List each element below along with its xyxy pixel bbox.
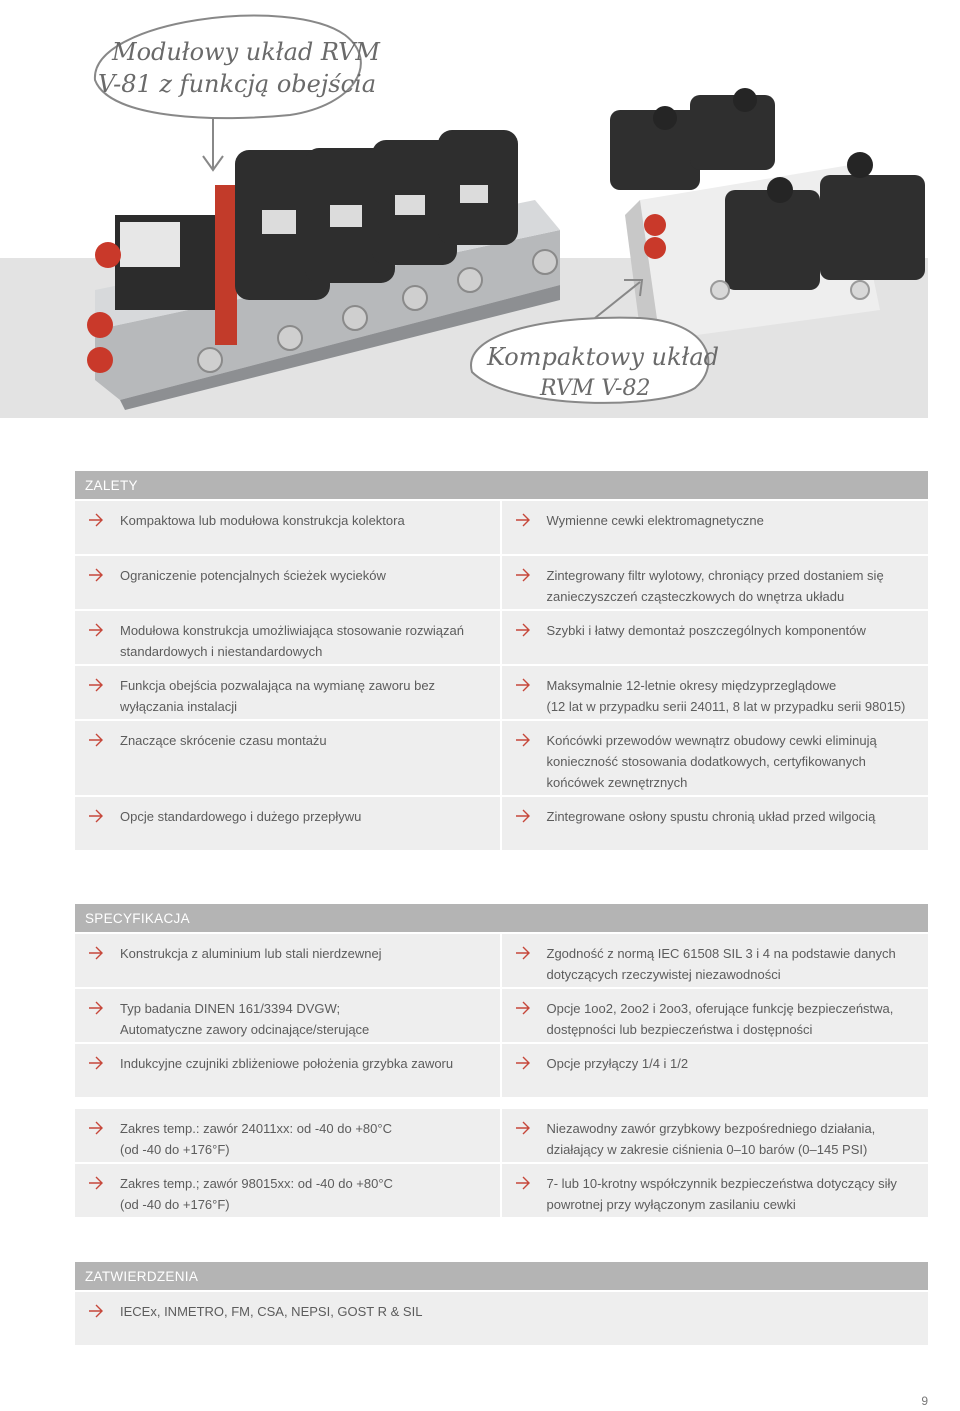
section-zalety	[75, 471, 928, 850]
list-item-line: Ograniczenie potencjalnych ścieżek wycieków	[120, 568, 386, 583]
list-item-line: działający w zakresie ciśnienia 0–10 barów (0–145 PSI)	[546, 1142, 868, 1157]
column-full	[75, 1290, 928, 1345]
arrow-right-icon	[88, 1001, 104, 1015]
arrow-right-icon	[88, 678, 104, 692]
hero-image	[0, 0, 960, 430]
list-item-line: Wymienne cewki elektromagnetyczne	[546, 513, 764, 528]
section-zatwierdzenia	[75, 1262, 928, 1345]
list-item	[75, 1107, 502, 1162]
callout-rvm-v81-line1: Modułowy układ RVM	[112, 38, 381, 66]
list-item	[502, 1162, 929, 1217]
list-item-line: Zintegrowany filtr wylotowy, chroniący przed dostaniem się	[546, 568, 884, 583]
arrow-right-icon	[515, 623, 531, 637]
arrow-right-icon	[88, 1176, 104, 1190]
list-item-line: Typ badania DINEN 161/3394 DVGW;	[120, 1001, 341, 1016]
callout-rvm-v81-line2: V-81 z funkcją obejścia	[98, 70, 377, 98]
column-right	[502, 932, 929, 1217]
list-item-line: wyłączania instalacji	[120, 699, 238, 714]
list-item-line: Zakres temp.: zawór 24011xx: od -40 do +80°C	[120, 1121, 392, 1136]
arrow-right-icon	[515, 1056, 531, 1070]
list-item	[75, 1162, 502, 1217]
list-item-line: (12 lat w przypadku serii 24011, 8 lat w przypadku serii 98015)	[546, 699, 906, 714]
list-item-line: Znaczące skrócenie czasu montażu	[120, 733, 327, 748]
list-item	[502, 1107, 929, 1162]
list-item-line: zanieczyszczeń cząsteczkowych do wnętrza układu	[546, 589, 845, 604]
list-item	[75, 932, 502, 987]
list-item-line: konieczność stosowania dodatkowych, certyfikowanych	[546, 754, 866, 769]
list-item-line: dostępności lub bezpieczeństwa i dostępności	[546, 1022, 813, 1037]
list-item-line: Opcje 1oo2, 2oo2 i 2oo3, oferujące funkcję bezpieczeństwa,	[546, 1001, 894, 1016]
list-item-line: końcówek zewnętrznych	[546, 775, 688, 790]
list-item-line: Opcje standardowego i dużego przepływu	[120, 809, 362, 824]
callout-rvm-v82-line2: RVM V-82	[540, 376, 651, 401]
list-item-line: Zintegrowane osłony spustu chronią układ przed wilgocią	[546, 809, 876, 824]
arrow-right-icon	[88, 946, 104, 960]
arrow-right-icon	[515, 568, 531, 582]
list-item-line: 7- lub 10-krotny współczynnik bezpieczeństwa dotyczący siły	[546, 1176, 897, 1191]
list-item-line: Końcówki przewodów wewnątrz obudowy cewki eliminują	[546, 733, 877, 748]
section-title: ZATWIERDZENIA	[75, 1262, 928, 1290]
arrow-right-icon	[88, 623, 104, 637]
list-item-line: (od -40 do +176°F)	[120, 1197, 230, 1212]
list-item-line: dotyczących rzeczywistej niezawodności	[546, 967, 781, 982]
list-item-line: Kompaktowa lub modułowa konstrukcja kolektora	[120, 513, 405, 528]
list-item-line: Funkcja obejścia pozwalająca na wymianę zaworu bez	[120, 678, 436, 693]
arrow-right-icon	[88, 733, 104, 747]
arrow-right-icon	[515, 1176, 531, 1190]
list-item	[502, 932, 929, 987]
list-item	[502, 987, 929, 1042]
list-item	[75, 795, 502, 850]
list-item-line: powrotnej przy wyłączonym zasilaniu cewki	[546, 1197, 796, 1212]
list-item-line: Indukcyjne czujniki zbliżeniowe położenia grzybka zaworu	[120, 1056, 454, 1071]
arrow-right-icon	[515, 678, 531, 692]
list-item-line: Automatyczne zawory odcinające/sterujące	[120, 1022, 370, 1037]
list-item-line: Niezawodny zawór grzybkowy bezpośredniego działania,	[546, 1121, 876, 1136]
list-item	[502, 554, 929, 609]
section-title: ZALETY	[75, 471, 928, 499]
list-item	[502, 499, 929, 554]
list-item	[502, 609, 929, 664]
list-item-line: IECEx, INMETRO, FM, CSA, NEPSI, GOST R & SIL	[120, 1304, 423, 1319]
list-item-line: Opcje przyłączy 1/4 i 1/2	[546, 1056, 689, 1071]
list-item	[75, 499, 502, 554]
list-item	[75, 1290, 928, 1345]
rvm-v82-product-image	[610, 88, 925, 340]
list-item-line: Konstrukcja z aluminium lub stali nierdzewnej	[120, 946, 382, 961]
arrow-right-icon	[515, 513, 531, 527]
list-item-line: Zgodność z normą IEC 61508 SIL 3 i 4 na podstawie danych	[546, 946, 896, 961]
section-specyfikacja	[75, 904, 928, 1217]
list-item	[502, 1042, 929, 1097]
arrow-right-icon	[515, 733, 531, 747]
arrow-right-icon	[88, 809, 104, 823]
arrow-right-icon	[88, 1056, 104, 1070]
arrow-right-icon	[88, 1121, 104, 1135]
section-title: SPECYFIKACJA	[75, 904, 928, 932]
column-right	[502, 499, 929, 850]
arrow-right-icon	[515, 946, 531, 960]
list-item	[75, 987, 502, 1042]
list-item-line: Maksymalnie 12-letnie okresy międzyprzeglądowe	[546, 678, 837, 693]
feature-grid	[75, 499, 928, 850]
approvals-grid	[75, 1290, 928, 1345]
page-number: 9	[921, 1394, 928, 1408]
callout-rvm-v81	[95, 16, 382, 170]
list-item-line: Zakres temp.; zawór 98015xx: od -40 do +80°C	[120, 1176, 393, 1191]
list-item-line: Szybki i łatwy demontaż poszczególnych komponentów	[546, 623, 866, 638]
list-item-line: Modułowa konstrukcja umożliwiająca stosowanie rozwiązań	[120, 623, 464, 638]
callout-rvm-v82-line1: Kompaktowy układ	[487, 343, 719, 371]
list-item	[75, 719, 502, 795]
list-item	[75, 554, 502, 609]
list-item	[502, 795, 929, 850]
list-item-line: (od -40 do +176°F)	[120, 1142, 230, 1157]
list-item	[75, 664, 502, 719]
arrow-right-icon	[515, 1121, 531, 1135]
arrow-right-icon	[515, 1001, 531, 1015]
arrow-right-icon	[515, 809, 531, 823]
list-item	[502, 719, 929, 795]
arrow-right-icon	[88, 568, 104, 582]
list-item	[75, 609, 502, 664]
list-item-line: standardowych i niestandardowych	[120, 644, 323, 659]
column-left	[75, 499, 502, 850]
spec-grid	[75, 932, 928, 1217]
list-item	[75, 1042, 502, 1097]
arrow-right-icon	[88, 1304, 104, 1318]
column-left	[75, 932, 502, 1217]
list-item	[502, 664, 929, 719]
arrow-right-icon	[88, 513, 104, 527]
